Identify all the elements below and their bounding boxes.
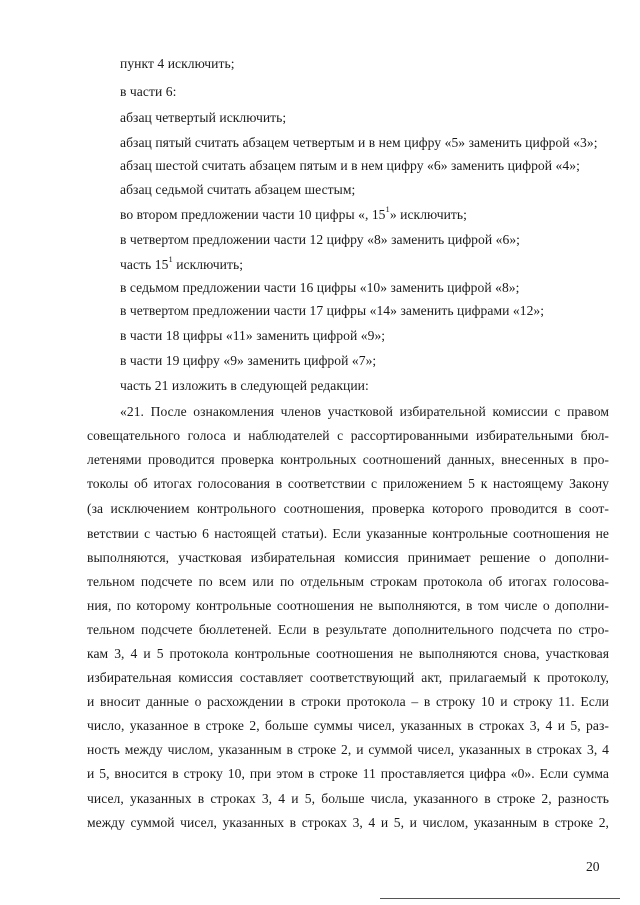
paragraph-line: ветствии с частью 6 настоящей статьи). Если указанные контрольные соотношения не — [87, 526, 609, 541]
list-item: абзац седьмой считать абзацем шестым; — [120, 182, 356, 197]
paragraph-line: число, указанное в строке 2, больше суммы чисел, указанных в строках 3, 4 и 5, раз- — [87, 718, 609, 733]
list-item: во втором предложении части 10 цифры «, $15^1$» исключить; — [120, 204, 468, 222]
list-item: часть 21 изложить в следующей редакции: — [120, 378, 369, 393]
paragraph-line: токолы об итогах голосования в соответствии с приложением 5 к настоящему Закону — [87, 476, 609, 491]
list-item: в седьмом предложении части 16 цифры «10» заменить цифрой «8»; — [120, 280, 520, 295]
paragraph-line: избирательная комиссия составляет соответствующий акт, прилагаемый к протоколу, — [87, 670, 609, 685]
list-item: абзац пятый считать абзацем четвертым и в нем цифру «5» заменить цифрой «3»; — [120, 135, 598, 150]
paragraph-line: и вносит данные о расхождении в строки протокола – в строку 10 и строку 11. Если — [87, 694, 609, 709]
list-item: в четвертом предложении части 12 цифру «8» заменить цифрой «6»; — [120, 232, 521, 247]
paragraph-line: между суммой чисел, указанных в строках 3, 4 и 5, и числом, указанным в строке 2, — [87, 815, 609, 830]
paragraph-line: совещательного голоса и наблюдателей с рассортированными избирательными бюл- — [87, 428, 609, 443]
paragraph-line: и 5, вносится в строку 10, при этом в строке 11 проставляется цифра «0». Если сумма — [87, 766, 609, 781]
list-item: в части 6: — [120, 84, 177, 99]
paragraph-line: ность между числом, указанным в строке 2, и суммой чисел, указанных в строках 3, 4 — [87, 742, 609, 757]
list-item: в части 19 цифру «9» заменить цифрой «7»; — [120, 353, 377, 368]
list-item: в четвертом предложении части 17 цифры «14» заменить цифрами «12»; — [120, 303, 545, 318]
list-item: часть $15^1$ исключить; — [120, 254, 244, 272]
paragraph-line: (за исключением контрольного соотношения, проверка которого проводится в соот- — [87, 501, 609, 516]
paragraph-line: летенями проводится проверка контрольных соотношений данных, внесенных в про- — [87, 452, 609, 467]
paragraph-line: тельном подсчете бюллетеней. Если в результате дополнительного подсчета по стро- — [87, 622, 609, 637]
paragraph-line: тельном подсчете по всем или по отдельным строкам протокола об итогах голосова- — [87, 574, 609, 589]
page-number: 20 — [586, 859, 600, 874]
list-item: абзац шестой считать абзацем пятым и в нем цифру «6» заменить цифрой «4»; — [120, 158, 580, 173]
paragraph-line: «21. После ознакомления членов участковой избирательной комиссии с правом — [120, 404, 609, 419]
paragraph-line: чисел, указанных в строках 3, 4 и 5, больше числа, указанного в строке 2, разность — [87, 791, 609, 806]
paragraph-line: кам 3, 4 и 5 протокола контрольные соотношения не выполняются снова, участковая — [87, 646, 609, 661]
list-item: абзац четвертый исключить; — [120, 110, 287, 125]
paragraph-line: ния, по которому контрольные соотношения не выполняются, в том числе о дополни- — [87, 598, 609, 613]
list-item: пункт 4 исключить; — [120, 56, 235, 71]
footer-rule — [380, 898, 620, 899]
list-item: в части 18 цифры «11» заменить цифрой «9»; — [120, 328, 386, 343]
paragraph-line: выполняются, участковая избирательная комиссия принимает решение о дополни- — [87, 550, 609, 565]
